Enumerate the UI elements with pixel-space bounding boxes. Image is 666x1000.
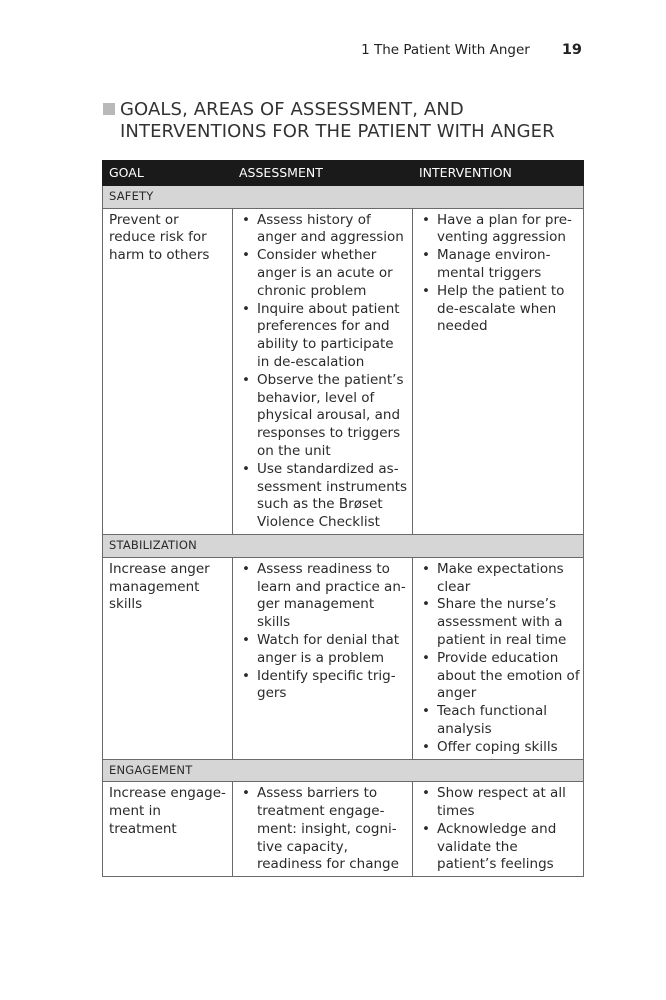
assessment-cell <box>233 208 413 534</box>
section-label-safety: SAFETY <box>103 185 584 208</box>
list-item: • Share the nurse’s assessment with a patient in real time <box>419 596 580 649</box>
intervention-list <box>419 561 580 757</box>
intervention-cell <box>413 782 584 877</box>
assessment-list <box>239 561 409 703</box>
section-label-stabilization: STABILIZATION <box>103 534 584 557</box>
section-band-row <box>103 185 584 208</box>
goal-cell: Prevent or reduce risk for harm to others <box>103 208 233 534</box>
section-heading <box>103 99 583 143</box>
assessment-cell <box>233 782 413 877</box>
list-item: • Observe the patient’s behavior, level of physical arousal, and responses to triggers on the unit <box>239 372 409 461</box>
section-band-row <box>103 534 584 557</box>
assessment-cell <box>233 557 413 759</box>
table-row <box>103 557 584 759</box>
table-row <box>103 782 584 877</box>
intervention-cell <box>413 208 584 534</box>
running-head <box>361 42 582 58</box>
list-item: • Assess readiness to learn and practice an-ger management skills <box>239 561 409 632</box>
list-item: • Use standardized as-sessment instruments such as the Brøset Violence Checklist <box>239 461 409 532</box>
intervention-list <box>419 785 580 874</box>
intervention-cell <box>413 557 584 759</box>
list-item: • Show respect at all times <box>419 785 580 821</box>
section-label-engagement: ENGAGEMENT <box>103 759 584 782</box>
header-goal: GOAL <box>103 161 233 186</box>
list-item: • Inquire about patient preferences for and ability to participate in de-escalation <box>239 301 409 372</box>
heading-square-icon <box>103 103 115 115</box>
intervention-list <box>419 212 580 337</box>
list-item: • Consider whether anger is an acute or chronic problem <box>239 247 409 300</box>
table-header-row <box>103 161 584 186</box>
list-item: • Teach functional analysis <box>419 703 580 739</box>
assessment-list <box>239 785 409 874</box>
chapter-title: 1 The Patient With Anger <box>361 42 530 58</box>
list-item: • Make expectations clear <box>419 561 580 597</box>
list-item: • Offer coping skills <box>419 739 580 757</box>
list-item: • Provide education about the emotion of anger <box>419 650 580 703</box>
list-item: • Assess barriers to treatment engage-ment: insight, cogni-tive capacity, readiness for change <box>239 785 409 874</box>
goal-cell: Increase engage-ment in treatment <box>103 782 233 877</box>
list-item: • Have a plan for pre-venting aggression <box>419 212 580 248</box>
assessment-list <box>239 212 409 532</box>
header-assessment: ASSESSMENT <box>233 161 413 186</box>
list-item: • Watch for denial that anger is a problem <box>239 632 409 668</box>
goal-cell: Increase anger management skills <box>103 557 233 759</box>
goals-table <box>102 160 584 877</box>
section-title-text: GOALS, AREAS OF ASSESSMENT, AND INTERVENTIONS FOR THE PATIENT WITH ANGER <box>120 99 555 142</box>
header-intervention: INTERVENTION <box>413 161 584 186</box>
list-item: • Acknowledge and validate the patient’s feelings <box>419 821 580 874</box>
page-number: 19 <box>561 42 582 58</box>
list-item: • Help the patient to de-escalate when needed <box>419 283 580 336</box>
list-item: • Assess history of anger and aggression <box>239 212 409 248</box>
list-item: • Manage environ-mental triggers <box>419 247 580 283</box>
list-item: • Identify specific trig-gers <box>239 668 409 704</box>
table-row <box>103 208 584 534</box>
section-band-row <box>103 759 584 782</box>
